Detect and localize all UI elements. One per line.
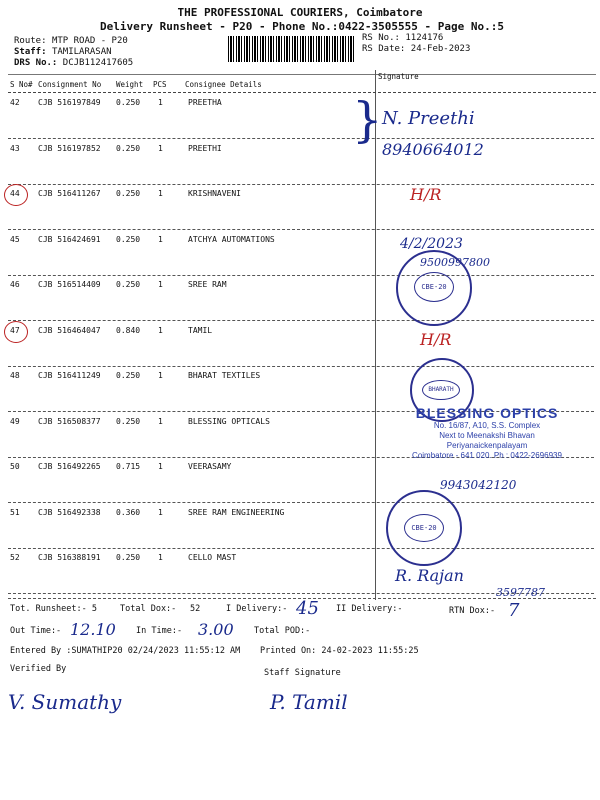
rs-no: RS No.: 1124176 bbox=[362, 33, 444, 43]
cell-weight: 0.250 bbox=[116, 98, 141, 107]
signature-52: R. Rajan bbox=[395, 566, 464, 585]
cell-pcs: 1 bbox=[158, 280, 163, 289]
cell-weight: 0.250 bbox=[116, 280, 141, 289]
cell-consignee: KRISHNAVENI bbox=[188, 189, 241, 198]
cell-pcs: 1 bbox=[158, 507, 163, 517]
in-time-value: 3.00 bbox=[198, 620, 234, 639]
cell-pcs: 1 bbox=[158, 371, 163, 380]
table-row bbox=[8, 367, 378, 412]
rs-date: RS Date: 24-Feb-2023 bbox=[362, 44, 471, 54]
table-row bbox=[8, 94, 378, 139]
table-row bbox=[8, 458, 378, 503]
cell-consignee: VEERASAMY bbox=[188, 462, 232, 471]
cell-consignment: CJB 516464047 bbox=[38, 325, 101, 335]
cell-pcs: 1 bbox=[158, 189, 163, 198]
phone-45: 9500997800 bbox=[420, 256, 490, 269]
cell-consignment: CJB 516411267 bbox=[38, 189, 101, 198]
table-row bbox=[8, 185, 378, 230]
out-time-value: 12.10 bbox=[70, 620, 116, 639]
table-row bbox=[8, 322, 378, 367]
printed-on: Printed On: 24-02-2023 11:55:25 bbox=[260, 646, 419, 656]
table-row bbox=[8, 413, 378, 458]
out-time-label: Out Time:- bbox=[10, 626, 62, 636]
cell-pcs: 1 bbox=[158, 462, 163, 471]
verified-by-label: Verified By bbox=[10, 664, 67, 674]
drs-info: DRS No.: DCJB112417605 bbox=[14, 58, 134, 68]
cell-consignment: CJB 516514409 bbox=[38, 280, 101, 289]
blessing-optics-stamp: BLESSING OPTICS No. 16/87, A10, S.S. Complex Next to Meenakshi Bhavan Periyanaickenpalayam Coimbatore - 641 020. Ph : 0422-2696939 bbox=[412, 405, 562, 460]
col-weight: Weight bbox=[116, 80, 144, 89]
cell-weight: 0.840 bbox=[116, 325, 141, 335]
verified-signature: V. Sumathy bbox=[8, 690, 122, 714]
cell-consignment: CJB 516197852 bbox=[38, 143, 101, 153]
cell-sno: 50 bbox=[10, 462, 20, 471]
rtn-dox-label: RTN Dox:- bbox=[449, 606, 496, 616]
cell-consignee: SREE RAM bbox=[188, 280, 227, 289]
signature-42: N. Preethi bbox=[382, 108, 475, 129]
hr-mark-47: H/R bbox=[420, 330, 452, 349]
i-delivery-value: 45 bbox=[296, 598, 319, 619]
table-row bbox=[8, 276, 378, 321]
cell-weight: 0.360 bbox=[116, 507, 141, 517]
cell-consignee: CELLO MAST bbox=[188, 553, 237, 562]
cell-sno: 51 bbox=[10, 507, 20, 517]
cell-consignee: ATCHYA AUTOMATIONS bbox=[188, 234, 275, 244]
cbe-stamp-46: CBE-20 bbox=[396, 250, 472, 326]
col-pcs: PCS bbox=[153, 80, 167, 89]
circle-mark-44 bbox=[4, 184, 28, 206]
signature-45: 4/2/2023 bbox=[400, 236, 463, 252]
total-dox-label: Total Dox:- bbox=[120, 604, 177, 614]
total-pod-label: Total POD:- bbox=[254, 626, 311, 636]
header-divider bbox=[8, 92, 596, 93]
cell-consignment: CJB 516388191 bbox=[38, 553, 101, 562]
number-52: 3597787 bbox=[496, 586, 545, 599]
col-consignee: Consignee Details bbox=[185, 80, 262, 89]
entered-by: Entered By :SUMATHIP20 02/24/2023 11:55:12 AM bbox=[10, 646, 241, 656]
cell-weight: 0.250 bbox=[116, 189, 141, 198]
cell-weight: 0.715 bbox=[116, 462, 141, 471]
cell-consignment: CJB 516424691 bbox=[38, 234, 101, 244]
col-consignment: Consignment No bbox=[38, 80, 102, 89]
cell-weight: 0.250 bbox=[116, 553, 141, 562]
cell-consignee: PREETHA bbox=[188, 98, 222, 107]
table-row bbox=[8, 549, 378, 594]
cell-sno: 48 bbox=[10, 371, 20, 380]
cell-sno: 42 bbox=[10, 98, 20, 107]
company-title: THE PROFESSIONAL COURIERS, Coimbatore bbox=[177, 6, 423, 19]
col-sno: S No# bbox=[10, 80, 33, 89]
cell-consignee: BHARAT TEXTILES bbox=[188, 371, 261, 380]
cell-consignee: BLESSING OPTICALS bbox=[188, 416, 270, 426]
ii-delivery-label: II Delivery:- bbox=[336, 604, 403, 614]
table-top-border bbox=[8, 74, 596, 75]
cell-pcs: 1 bbox=[158, 325, 163, 335]
cell-consignee: PREETHI bbox=[188, 143, 222, 153]
cell-consignment: CJB 516508377 bbox=[38, 416, 101, 426]
cbe-stamp-51: CBE-20 bbox=[386, 490, 462, 566]
route-info: Route: MTP ROAD - P20 bbox=[14, 36, 128, 46]
brace-mark: } bbox=[352, 92, 383, 148]
cell-consignment: CJB 516492265 bbox=[38, 462, 101, 471]
cell-pcs: 1 bbox=[158, 98, 163, 107]
cell-sno: 46 bbox=[10, 280, 20, 289]
cell-pcs: 1 bbox=[158, 234, 163, 244]
cell-weight: 0.250 bbox=[116, 143, 141, 153]
cell-consignee: SREE RAM ENGINEERING bbox=[188, 507, 285, 517]
in-time-label: In Time:- bbox=[136, 626, 183, 636]
cell-consignment: CJB 516197849 bbox=[38, 98, 101, 107]
cell-pcs: 1 bbox=[158, 143, 163, 153]
phone-43: 8940664012 bbox=[382, 140, 484, 159]
barcode bbox=[228, 36, 356, 62]
staff-signature: P. Tamil bbox=[270, 690, 348, 714]
table-row bbox=[8, 231, 378, 276]
cell-sno: 52 bbox=[10, 553, 20, 562]
cell-weight: 0.250 bbox=[116, 371, 141, 380]
bharath-stamp: BHARATH bbox=[410, 358, 474, 422]
table-row bbox=[8, 140, 378, 185]
cell-sno: 47 bbox=[10, 325, 20, 335]
tot-runsheet: Tot. Runsheet:- 5 bbox=[10, 604, 97, 614]
col-signature: Signature bbox=[378, 72, 419, 81]
cell-consignment: CJB 516411249 bbox=[38, 371, 101, 380]
cell-consignment: CJB 516492338 bbox=[38, 507, 101, 517]
cell-pcs: 1 bbox=[158, 416, 163, 426]
staff-info: Staff: TAMILARASAN bbox=[14, 47, 112, 57]
total-dox-value: 52 bbox=[190, 604, 201, 614]
cell-weight: 0.250 bbox=[116, 234, 141, 244]
cell-sno: 49 bbox=[10, 416, 20, 426]
staff-signature-label: Staff Signature bbox=[264, 668, 341, 678]
circle-mark-47 bbox=[4, 321, 28, 343]
cell-pcs: 1 bbox=[158, 553, 163, 562]
table-header bbox=[8, 72, 600, 92]
table-row bbox=[8, 504, 378, 549]
hr-mark-44: H/R bbox=[410, 185, 442, 204]
cell-sno: 43 bbox=[10, 143, 20, 153]
cell-sno: 44 bbox=[10, 189, 20, 198]
rtn-dox-value: 7 bbox=[508, 600, 520, 621]
runsheet-subtitle: Delivery Runsheet - P20 - Phone No.:0422-3505555 - Page No.:5 bbox=[100, 20, 504, 33]
cell-sno: 45 bbox=[10, 234, 20, 244]
cell-consignee: TAMIL bbox=[188, 325, 213, 335]
phone-50: 9943042120 bbox=[440, 478, 517, 492]
i-delivery-label: I Delivery:- bbox=[226, 604, 288, 614]
cell-weight: 0.250 bbox=[116, 416, 141, 426]
